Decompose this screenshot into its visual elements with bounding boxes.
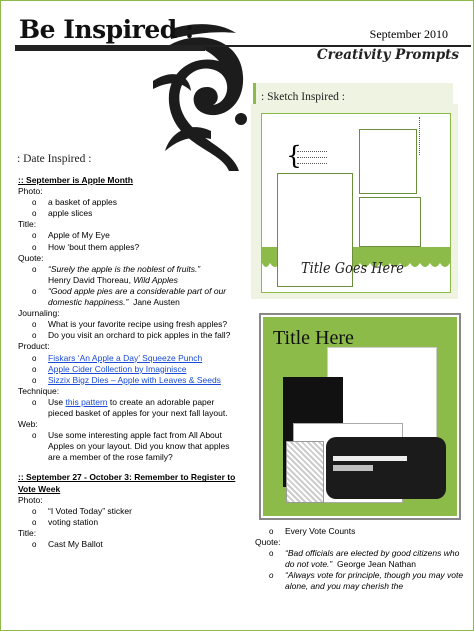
product-link[interactable]: Apple Cider Collection by Imaginisce (48, 363, 187, 374)
quote-author: Henry David Thoreau, (48, 274, 134, 285)
technique-label: Technique: (18, 385, 60, 396)
list-item (18, 353, 236, 364)
quote-item: o “Always vote for principle, though you may vote alone, and you may cherish the (255, 570, 465, 592)
product-link[interactable]: Sizzix Bigz Dies – Apple with Leaves & Seeds (48, 374, 221, 385)
section-heading-vote: :: September 27 - October 3: Remember to Register to Vote Week (18, 472, 236, 494)
section-heading-apple: :: September is Apple Month (18, 175, 133, 185)
spacer (18, 463, 236, 472)
list-item: o Do you visit an orchard to pick apples in the fall? (18, 330, 236, 341)
list-item: o Use some interesting apple fact from All About Apples on your layout. Did you know that apples are a member of the rose family? (18, 430, 236, 463)
column-1 (18, 175, 236, 550)
web-label: Web: (18, 419, 38, 430)
title-label: Title: (18, 219, 37, 230)
photo-placeholder-top-right (359, 129, 417, 194)
quote-author: George Jean Nathan (337, 559, 416, 570)
title-label: Title: (18, 527, 37, 538)
pattern-link[interactable]: this pattern (65, 396, 108, 407)
list-item: o How ‘bout them apples? (18, 242, 236, 253)
date-section-label: : Date Inspired : (17, 153, 92, 165)
list-item: o Every Vote Counts (255, 526, 465, 537)
list-item: o Cast My Ballot (18, 539, 236, 550)
quote-item (18, 286, 236, 308)
photo-label: Photo: (18, 494, 43, 505)
product-link[interactable]: Fiskars ‘An Apple a Day’ Squeeze Punch (48, 352, 203, 363)
sketch-title-text: Title Goes Here (301, 259, 404, 277)
journal-line-2 (297, 157, 327, 158)
quote-author: Jane Austen (133, 297, 180, 308)
list-item: o voting station (18, 517, 236, 528)
quote-work: Wild Apples (133, 274, 178, 285)
quote-item (18, 264, 236, 286)
list-item (18, 397, 236, 419)
layout-title-text: Title Here (273, 327, 354, 349)
list-item: o apple slices (18, 208, 236, 219)
list-item (18, 364, 236, 375)
quote-text: “Surely the apple is the noblest of fruits.” (48, 263, 201, 274)
quote-text: “Bad officials are elected by good citizens who do not vote.” (285, 548, 460, 570)
quote-item (255, 548, 465, 570)
layout-strip-2 (333, 465, 373, 471)
list-item (18, 375, 236, 386)
product-label: Product: (18, 341, 50, 352)
issue-date: September 2010 (369, 27, 448, 41)
photo-placeholder-small (359, 197, 421, 247)
journal-line-1 (297, 151, 327, 152)
layout-patterned-paper (286, 441, 324, 503)
list-item: o a basket of apples (18, 197, 236, 208)
sketch-section-label: : Sketch Inspired : (261, 91, 345, 103)
quote-label: Quote: (18, 252, 44, 263)
journaling-label: Journaling: (18, 308, 60, 319)
bracket-embellishment: { (286, 141, 302, 170)
quote-text: “Good apple pies are a considerable part of our domestic happiness.” (48, 285, 227, 308)
technique-text-pre: Use (48, 396, 66, 407)
technique-text-post: to create an adorable paper pieced basket of apples for your next fall layout. (48, 396, 228, 418)
stitch-line (419, 117, 425, 155)
quote-label: Quote: (255, 537, 281, 548)
sketch-section-label-box (253, 83, 453, 105)
photo-label: Photo: (18, 186, 43, 197)
list-item: o What is your favorite recipe using fresh apples? (18, 319, 236, 330)
list-item: o “I Voted Today” sticker (18, 506, 236, 517)
page-title: Be Inspired : (19, 15, 194, 44)
list-item: o Apple of My Eye (18, 230, 236, 241)
header-bar (15, 47, 205, 51)
column-2 (255, 526, 465, 593)
page-subtitle: Creativity Prompts (316, 47, 459, 63)
journal-line-3 (297, 163, 327, 164)
layout-strip-1 (333, 456, 407, 461)
